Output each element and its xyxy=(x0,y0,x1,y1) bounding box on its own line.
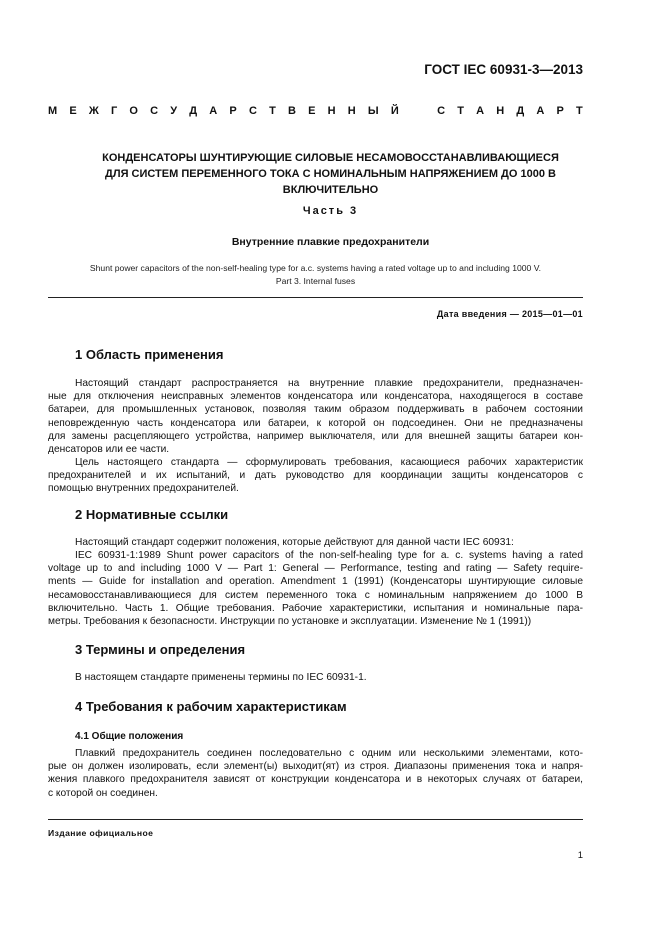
letter: Е xyxy=(308,105,316,117)
letter: Т xyxy=(457,105,464,117)
introduction-date: Дата введения — 2015—01—01 xyxy=(436,309,583,319)
letter: С xyxy=(437,105,446,117)
letter: Д xyxy=(516,105,525,117)
title-line: ВКЛЮЧИТЕЛЬНО xyxy=(282,184,379,196)
document-subtitle: Внутренние плавкие предохранители xyxy=(231,236,430,248)
text-line: ные для отключения неисправных элементов конденсатора или конденсатора, находящегося в составе xyxy=(48,391,583,403)
letter: У xyxy=(170,105,178,117)
standard-type-heading xyxy=(48,105,583,117)
letter: М xyxy=(48,105,58,117)
footer-divider xyxy=(48,819,583,820)
section-2-paragraph-1 xyxy=(48,536,583,549)
text-line: Настоящий стандарт распространяется на внутренние плавкие предохранители, предназначен- xyxy=(75,378,583,389)
english-title-line: Shunt power capacitors of the non-self-healing type for a.c. systems having a rated voltage up to and including 1000 V. xyxy=(89,263,542,273)
letter: Р xyxy=(556,105,564,117)
letter: Г xyxy=(110,105,118,117)
edition-label: Издание официальное xyxy=(48,828,154,838)
letter: А xyxy=(536,105,545,117)
letter: Т xyxy=(576,105,583,117)
text-line: для замены расцепляющего устройства, например выключателя, или для внешней защиты батареи кон- xyxy=(48,430,583,442)
letter: Д xyxy=(189,105,198,117)
letter: Н xyxy=(347,105,356,117)
letter: Й xyxy=(390,105,399,117)
text-line: предохранителей и их испытаний, и дать руководство для координации защиты конденсаторов с xyxy=(48,470,583,482)
letter: Н xyxy=(327,105,336,117)
letter: В xyxy=(287,105,296,117)
text-line: В настоящем стандарте применены термины по IEC 60931-1. xyxy=(75,672,367,683)
letter: А xyxy=(209,105,218,117)
section-2-heading: 2 Нормативные ссылки xyxy=(75,507,229,522)
text-line: IEC 60931-1:1989 Shunt power capacitors of the non-self-healing type for a. c. systems having a rated xyxy=(75,550,583,561)
section-1-heading: 1 Область применения xyxy=(75,347,224,362)
document-title xyxy=(78,150,583,198)
section-2-paragraph-2 xyxy=(48,549,583,628)
letter: Т xyxy=(269,105,276,117)
section-4-1-paragraph-1 xyxy=(48,747,583,800)
title-line: ДЛЯ СИСТЕМ ПЕРЕМЕННОГО ТОКА С НОМИНАЛЬНЫМ НАПРЯЖЕНИЕМ ДО 1000 В xyxy=(105,168,556,180)
text-line: денсаторов или ее части. xyxy=(48,444,170,456)
text-line: рые он должен изолировать, если элемент(ы) выходит(ят) из строя. Диапазоны применения тока и напря- xyxy=(48,761,583,773)
letter: С xyxy=(150,105,159,117)
text-line: метры. Требования к безопасности. Инструкции по установке и эксплуатации. Изменение № 1 (1991)) xyxy=(48,616,532,628)
section-3-heading: 3 Термины и определения xyxy=(75,642,246,657)
text-line: несамовосстанавливающиеся для систем переменного тока с номинальным напряжением до 1000 В xyxy=(48,589,583,601)
text-line: включительно. Часть 1. Общие требования. Рабочие характеристики, испытания и номинальные пара- xyxy=(48,602,583,614)
letter: А xyxy=(476,105,485,117)
text-line: Цель настоящего стандарта — сформулировать требования, касающиеся рабочих характеристик xyxy=(75,457,583,468)
text-line: Плавкий предохранитель соединен последовательно с одним или несколькими элементами, кото- xyxy=(75,748,583,759)
section-1-paragraph-2 xyxy=(48,456,583,496)
letter: Н xyxy=(496,105,505,117)
text-line: voltage up to and including 1000 V — Part 1: General — Performance, testing and rating — Safety require- xyxy=(48,563,583,575)
english-title xyxy=(48,262,583,288)
section-3-paragraph-1 xyxy=(48,671,583,684)
page-number: 1 xyxy=(577,850,583,861)
document-number: ГОСТ IEC 60931-3—2013 xyxy=(424,62,583,77)
letter: Е xyxy=(69,105,77,117)
part-label: Часть 3 xyxy=(302,205,359,217)
text-line: с которой он соединен. xyxy=(48,787,158,799)
letter: Ы xyxy=(367,105,379,117)
letter: О xyxy=(129,105,138,117)
letter: С xyxy=(248,105,257,117)
text-line: неповрежденную часть конденсатора или батареи, к которой он подсоединен. Они не предназначены xyxy=(48,417,583,429)
letter: Ж xyxy=(88,105,99,117)
text-line: помощью внутренних предохранителей. xyxy=(48,483,239,495)
word-gap xyxy=(411,105,425,117)
section-1-paragraph-1 xyxy=(48,377,583,456)
section-4-heading: 4 Требования к рабочим характеристикам xyxy=(75,699,347,714)
english-title-line: Part 3. Internal fuses xyxy=(275,276,356,286)
text-line: жения плавкого предохранителя зависят от конструкции конденсатора и в некоторых случаях от батареи, xyxy=(48,774,583,786)
letter: Р xyxy=(229,105,237,117)
text-line: батареи, для промышленных установок, позволяя таким образом поддерживать в рабочем состоянии xyxy=(48,404,583,416)
text-line: ments — Guide for installation and operation. Amendment 1 (1991) (Конденсаторы шунтирующие силовые xyxy=(48,576,583,588)
text-line: Настоящий стандарт содержит положения, которые действуют для данной части IEC 60931: xyxy=(75,537,514,548)
title-divider xyxy=(48,297,583,298)
title-line: КОНДЕНСАТОРЫ ШУНТИРУЮЩИЕ СИЛОВЫЕ НЕСАМОВОССТАНАВЛИВАЮЩИЕСЯ xyxy=(102,152,559,164)
section-4-1-heading: 4.1 Общие положения xyxy=(75,731,184,742)
